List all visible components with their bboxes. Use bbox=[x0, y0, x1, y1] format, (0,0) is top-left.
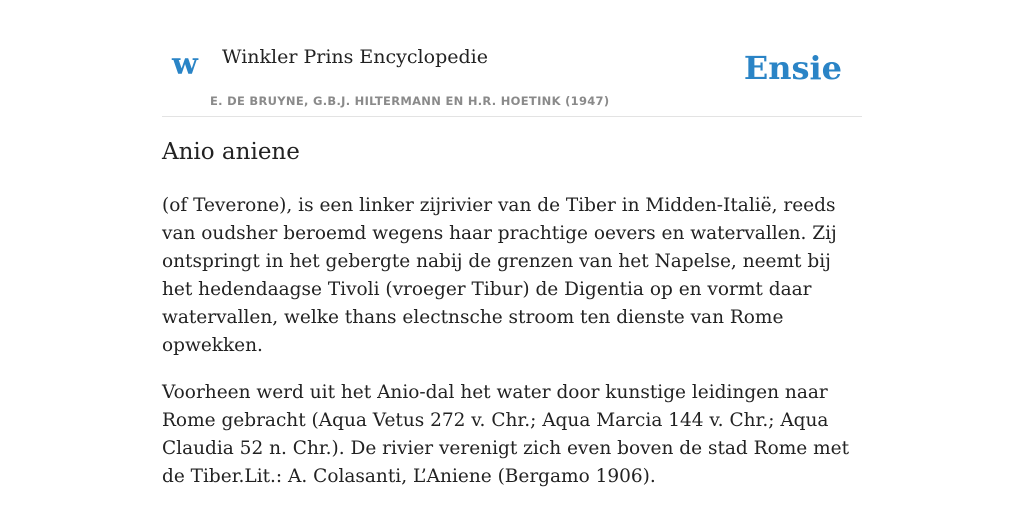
article-paragraph: (of Teverone), is een linker zijrivier van de Tiber in Midden-Italië, reeds van oudsher beroemd wegens haar prachtige oevers en watervallen. Zij ontspringt in het gebergte nabij de grenzen van het Napelse, neemt bij het hedendaagse Tivoli (vroeger Tibur) de Digentia op en vormt daar watervallen, welke thans electnsche stroom ten dienste van Rome opwekken. bbox=[162, 194, 837, 356]
winkler-prins-logo[interactable]: w bbox=[172, 47, 198, 82]
ensie-brand-link[interactable]: Ensie bbox=[743, 49, 842, 87]
site-header bbox=[162, 36, 862, 117]
authors-line: E. DE BRUYNE, G.B.J. HILTERMANN EN H.R. HOETINK (1947) bbox=[210, 94, 610, 108]
site-title: Winkler Prins Encyclopedie bbox=[222, 46, 488, 68]
article bbox=[162, 138, 862, 510]
article-paragraph: Voorheen werd uit het Anio-dal het water door kunstige leidingen naar Rome gebracht (Aqua Vetus 272 v. Chr.; Aqua Marcia 144 v. Chr.; Aqua Claudia 52 n. Chr.). De rivier verenigt zich even boven de stad Rome met de Tiber.Lit.: A. Colasanti, L’Aniene (Bergamo 1906). bbox=[162, 381, 850, 487]
article-title: Anio aniene bbox=[162, 139, 300, 165]
